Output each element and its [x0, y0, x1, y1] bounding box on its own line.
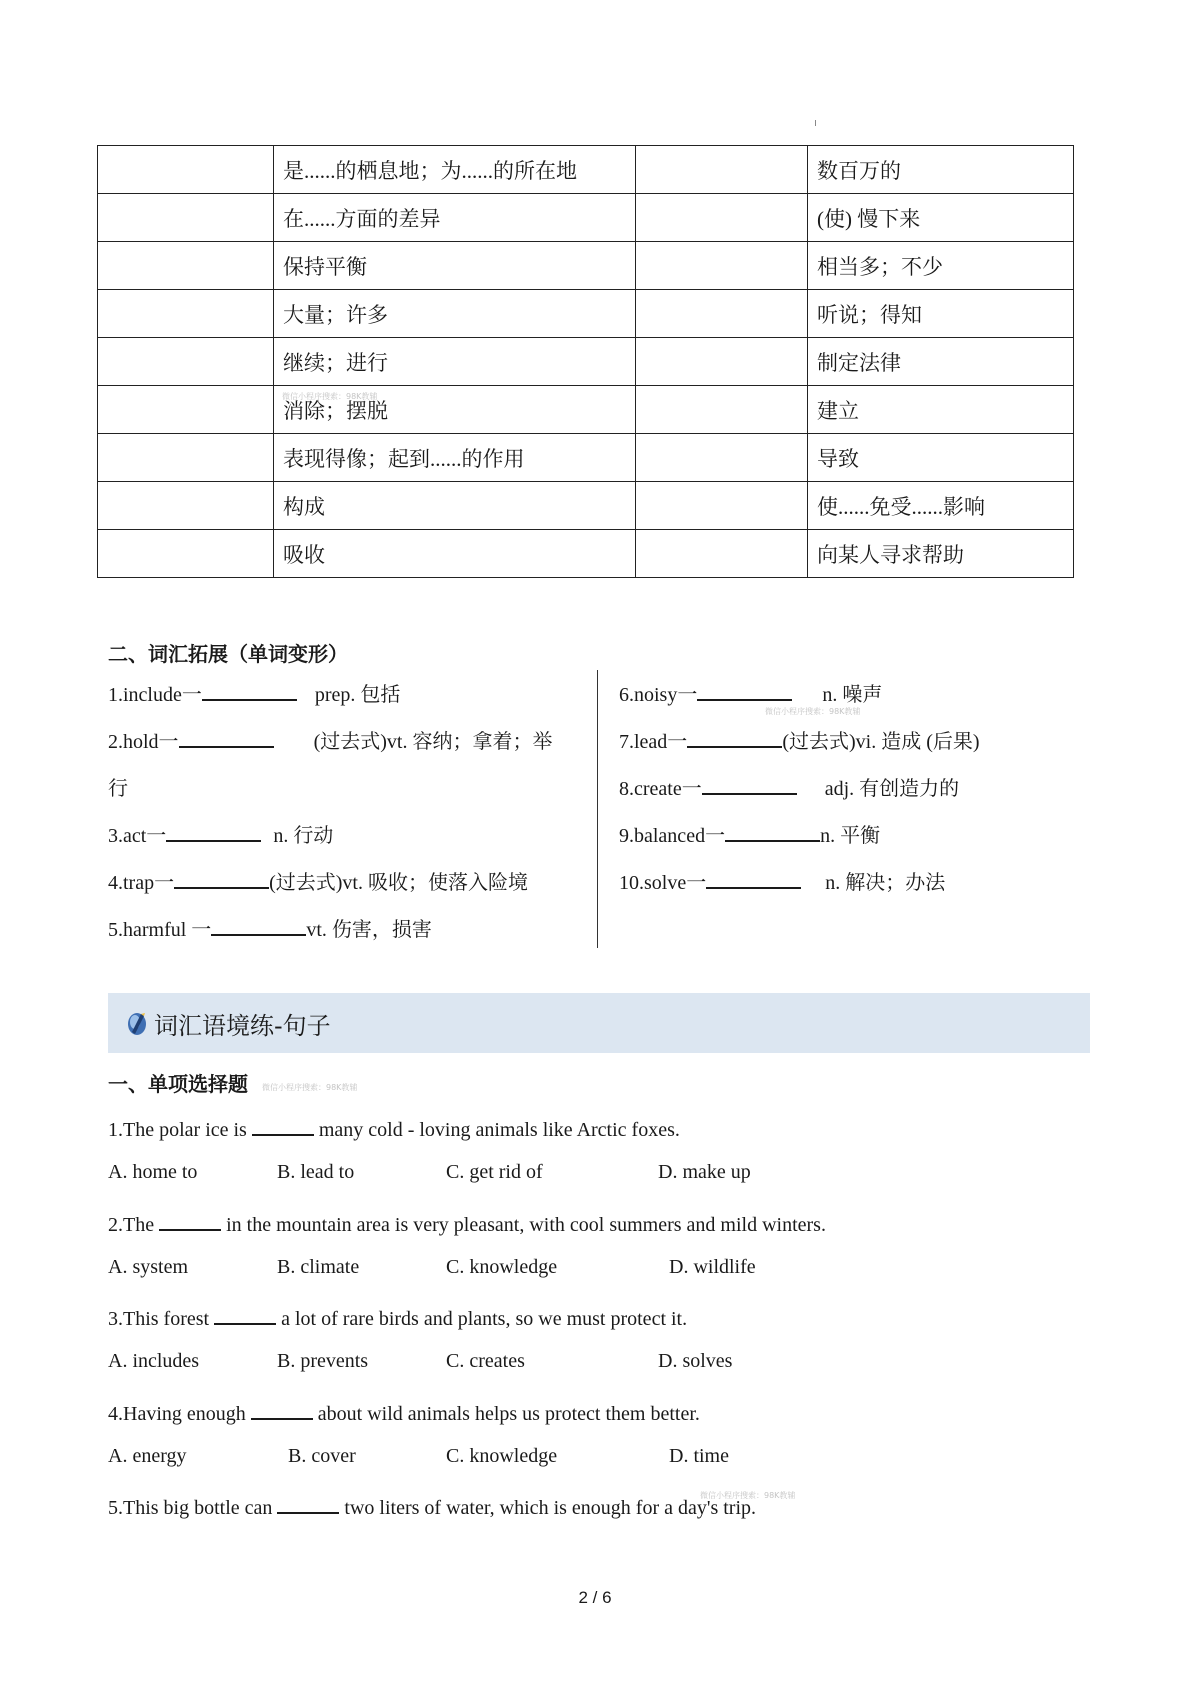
answer-cell[interactable] [636, 386, 808, 434]
answer-cell[interactable] [98, 434, 274, 482]
vocab-word: 7.lead一 [619, 731, 688, 753]
answer-cell[interactable] [636, 242, 808, 290]
page-number: 2 / 6 [578, 1588, 612, 1607]
phrase-meaning-cell: (使) 慢下来 [808, 194, 1074, 242]
vocab-item [619, 719, 980, 766]
answer-blank[interactable] [725, 820, 820, 842]
answer-cell[interactable] [98, 242, 274, 290]
answer-blank[interactable] [159, 1209, 221, 1231]
phrase-meaning-cell: 相当多；不少 [808, 242, 1074, 290]
answer-blank[interactable] [252, 1114, 314, 1136]
phrase-meaning-cell: 使......免受......影响 [808, 482, 1074, 530]
vocab-list-left [108, 672, 552, 954]
option-a[interactable]: A. energy [108, 1445, 187, 1467]
question [108, 1209, 826, 1237]
vocab-word: 9.balanced一 [619, 825, 726, 847]
answer-blank[interactable] [174, 867, 269, 889]
vocab-item [108, 907, 552, 954]
table-row [98, 386, 1074, 434]
option-d[interactable]: D. time [669, 1445, 729, 1467]
table-row [98, 338, 1074, 386]
phrase-meaning-cell: 建立 [808, 386, 1074, 434]
option-d[interactable]: D. solves [658, 1350, 733, 1372]
option-c[interactable]: C. creates [446, 1350, 525, 1372]
answer-cell[interactable] [636, 338, 808, 386]
option-a[interactable]: A. system [108, 1256, 188, 1278]
vocab-word: 8.create一 [619, 778, 702, 800]
vocab-item [619, 860, 980, 907]
answer-cell[interactable] [636, 530, 808, 578]
section-heading-multiple-choice: 一、单项选择题 [108, 1072, 248, 1096]
answer-blank[interactable] [702, 773, 797, 795]
answer-blank[interactable] [687, 726, 782, 748]
question-text: two liters of water, which is enough for a day's trip. [344, 1497, 757, 1519]
vocab-item [108, 719, 552, 766]
table-row [98, 242, 1074, 290]
question-text: in the mountain area is very pleasant, with cool summers and mild winters. [226, 1214, 826, 1236]
vocab-meaning: prep. 包括 [314, 684, 401, 706]
answer-cell[interactable] [636, 434, 808, 482]
option-a[interactable]: A. home to [108, 1161, 198, 1183]
watermark: 微信小程序搜索：98K教辅 [765, 707, 861, 716]
option-c[interactable]: C. knowledge [446, 1445, 558, 1467]
answer-blank[interactable] [214, 1303, 276, 1325]
answer-cell[interactable] [636, 146, 808, 194]
option-c[interactable]: C. knowledge [446, 1256, 558, 1278]
vocab-meaning: adj. 有创造力的 [824, 778, 960, 800]
vocab-meaning: vt. 伤害，损害 [306, 919, 432, 941]
phrase-meaning-cell: 听说；得知 [808, 290, 1074, 338]
answer-blank[interactable] [166, 820, 261, 842]
table-row [98, 530, 1074, 578]
answer-cell[interactable] [636, 290, 808, 338]
watermark: 微信小程序搜索：98K教辅 [700, 1491, 796, 1500]
vocab-item [108, 860, 552, 907]
table-row [98, 146, 1074, 194]
page-mark [815, 120, 816, 126]
question-text: 1.The polar ice is [108, 1119, 247, 1141]
vocab-item [619, 766, 980, 813]
phrase-meaning-cell: 导致 [808, 434, 1074, 482]
vocab-item-continued [108, 766, 552, 813]
answer-cell[interactable] [98, 338, 274, 386]
question [108, 1492, 756, 1520]
banner-title: 词汇语境练-句子 [154, 1011, 331, 1040]
question-text: about wild animals helps us protect them better. [317, 1403, 700, 1425]
phrase-meaning-cell: 制定法律 [808, 338, 1074, 386]
vocab-meaning: (过去式)vt. 容纳；拿着；举 [313, 731, 553, 753]
section-heading-vocab-expansion: 二、词汇拓展（单词变形） [108, 642, 348, 666]
vocab-word: 6.noisy一 [619, 684, 698, 706]
option-b[interactable]: B. cover [288, 1445, 356, 1467]
question-text: 5.This big bottle can [108, 1497, 273, 1519]
table-row [98, 194, 1074, 242]
question-text: a lot of rare birds and plants, so we must protect it. [281, 1308, 688, 1330]
answer-blank[interactable] [251, 1398, 313, 1420]
option-d[interactable]: D. make up [658, 1161, 751, 1183]
answer-blank[interactable] [277, 1492, 339, 1514]
question-text: 3.This forest [108, 1308, 210, 1330]
option-b[interactable]: B. prevents [277, 1350, 369, 1372]
phrase-meaning-cell: 大量；许多 [274, 290, 636, 338]
column-divider [597, 670, 598, 948]
question-text: many cold - loving animals like Arctic foxes. [318, 1119, 680, 1141]
vocab-word: 10.solve一 [619, 872, 707, 894]
vocab-word: 5.harmful 一 [108, 919, 212, 941]
phrase-meaning-cell: 继续；进行 [274, 338, 636, 386]
answer-cell[interactable] [98, 482, 274, 530]
table-row [98, 290, 1074, 338]
answer-cell[interactable] [98, 146, 274, 194]
phrase-meaning-cell: 表现得像；起到......的作用 [274, 434, 636, 482]
phrase-meaning-cell: 在......方面的差异 [274, 194, 636, 242]
phrase-meaning-cell: 消除；摆脱 [274, 386, 636, 434]
vocab-meaning: n. 平衡 [820, 825, 881, 847]
vocab-meaning: n. 解决；办法 [825, 872, 946, 894]
phrase-meaning-cell: 向某人寻求帮助 [808, 530, 1074, 578]
answer-blank[interactable] [202, 679, 297, 701]
answer-blank[interactable] [179, 726, 274, 748]
question [108, 1303, 687, 1331]
phrase-table [97, 145, 1074, 578]
vocab-meaning: (过去式)vt. 吸收；使落入险境 [269, 872, 528, 894]
question [108, 1398, 700, 1426]
vocab-meaning: n. 行动 [273, 825, 334, 847]
section-banner [108, 993, 1090, 1053]
answer-cell[interactable] [98, 530, 274, 578]
phrase-meaning-cell: 保持平衡 [274, 242, 636, 290]
phrase-meaning-cell: 数百万的 [808, 146, 1074, 194]
question-text: 4.Having enough [108, 1403, 246, 1425]
vocab-meaning: (过去式)vi. 造成 (后果) [782, 731, 980, 753]
vocab-item [619, 813, 980, 860]
option-b[interactable]: B. climate [277, 1256, 360, 1278]
watermark: 微信小程序搜索：98K教辅 [262, 1083, 358, 1092]
table-row [98, 482, 1074, 530]
phrase-meaning-cell: 吸收 [274, 530, 636, 578]
vocab-word: 3.act一 [108, 825, 167, 847]
vocab-word: 2.hold一 [108, 731, 179, 753]
question-text: 2.The [108, 1214, 155, 1236]
vocab-word: 1.include一 [108, 684, 202, 706]
option-c[interactable]: C. get rid of [446, 1161, 543, 1183]
vocab-item [108, 813, 552, 860]
answer-cell[interactable] [98, 386, 274, 434]
answer-blank[interactable] [706, 867, 801, 889]
answer-cell[interactable] [98, 194, 274, 242]
vocab-meaning: n. 噪声 [822, 684, 883, 706]
answer-blank[interactable] [211, 914, 306, 936]
answer-blank[interactable] [697, 679, 792, 701]
option-b[interactable]: B. lead to [277, 1161, 355, 1183]
watermark: 微信小程序搜索：98K教辅 [282, 392, 378, 401]
table-row [98, 434, 1074, 482]
answer-cell[interactable] [636, 482, 808, 530]
pen-icon [126, 1010, 148, 1036]
phrase-meaning-cell: 是......的栖息地；为......的所在地 [274, 146, 636, 194]
vocab-item [108, 672, 552, 719]
vocab-word: 4.trap一 [108, 872, 175, 894]
vocab-meaning: 行 [108, 778, 128, 800]
question [108, 1114, 680, 1142]
answer-cell[interactable] [636, 194, 808, 242]
answer-cell[interactable] [98, 290, 274, 338]
phrase-meaning-cell: 构成 [274, 482, 636, 530]
option-d[interactable]: D. wildlife [669, 1256, 756, 1278]
option-a[interactable]: A. includes [108, 1350, 200, 1372]
